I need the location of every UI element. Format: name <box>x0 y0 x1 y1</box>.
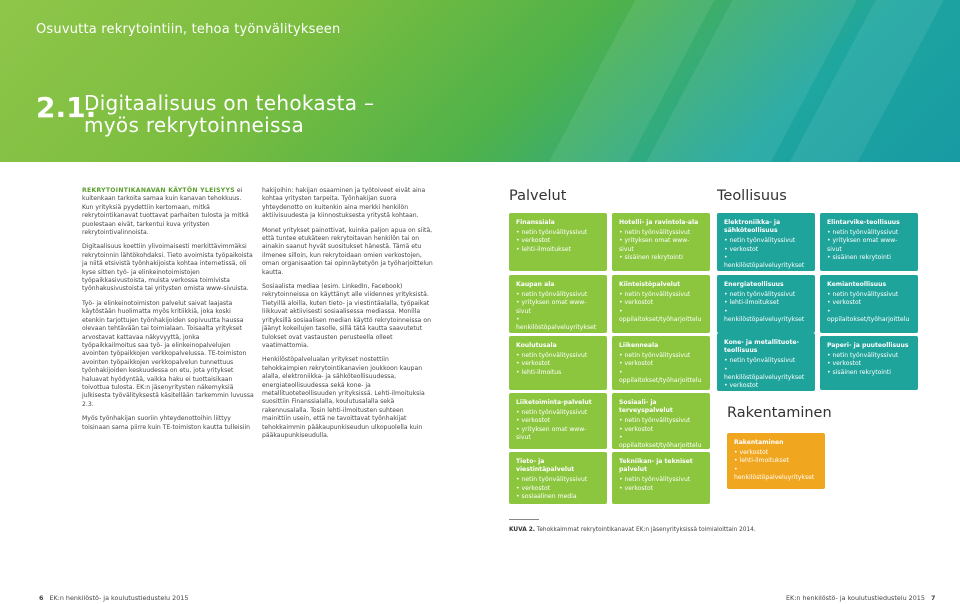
paragraph: Myös työnhakijan suoriin yhteydenottoihin liittyy toisinaan sama piirre kuin TE-toimiston kautta tulleisiin <box>82 415 251 431</box>
list-item: • henkilöstöpalveluyritykset <box>724 308 808 324</box>
card-title: Finanssiala <box>516 219 555 226</box>
list-item: • netin työnvälityssivut <box>619 291 703 299</box>
card-list <box>724 237 808 270</box>
sector-card-kone <box>717 333 815 391</box>
card-title: Tieto- ja viestintäpalvelut <box>516 458 575 474</box>
caption-divider <box>509 519 539 520</box>
sector-card-finanssiala <box>509 213 607 271</box>
list-item: • yrityksen omat www-sivut <box>516 299 600 315</box>
sector-card-tieto <box>509 452 607 504</box>
list-item: • verkostot <box>516 485 600 493</box>
list-item: • sisäinen rekrytointi <box>827 254 911 262</box>
text-column-2 <box>262 187 434 446</box>
sector-card-kemia <box>820 275 918 333</box>
card-title: Rakentaminen <box>734 439 784 446</box>
card-title: Kone- ja metallituote-teollisuus <box>724 339 800 355</box>
paragraph-kicker: REKRYTOINTIKANAVAN KÄYTÖN YLEISYYS <box>82 187 235 194</box>
list-item: • henkilöstöpalveluyritykset <box>516 316 600 332</box>
text-column-1 <box>82 187 254 438</box>
card-list <box>724 357 808 390</box>
section-title-rakentaminen: Rakentaminen <box>727 405 832 421</box>
figure-caption <box>509 527 756 533</box>
list-item: • verkostot <box>619 426 703 434</box>
publication-tagline: Osuvutta rekrytointiin, tehoa työnvälitykseen <box>36 22 341 37</box>
card-list <box>827 291 911 324</box>
list-item: • yrityksen omat www-sivut <box>619 237 703 253</box>
list-item: • oppilaitokset/työharjoittelu <box>827 308 911 324</box>
card-title: Koulutusala <box>516 342 557 349</box>
list-item: • netin työnvälityssivut <box>516 409 600 417</box>
chapter-heading-line2: myös rekrytoinneissa <box>84 113 305 137</box>
footer-right <box>786 594 935 602</box>
list-item: • netin työnvälityssivut <box>516 476 600 484</box>
card-list <box>516 476 600 501</box>
card-list <box>827 352 911 377</box>
card-list <box>619 291 703 324</box>
chapter-heading-line1: Digitaalisuus on tehokasta – <box>84 91 375 115</box>
caption-label: KUVA 2. <box>509 527 535 533</box>
list-item: • netin työnvälityssivut <box>516 291 600 299</box>
list-item: • yrityksen omat www-sivut <box>827 237 911 253</box>
list-item: • yrityksen omat www-sivut <box>516 426 600 442</box>
sector-card-liikenne <box>612 336 710 390</box>
footer-left-text: EK:n henkilöstö- ja koulutustiedustelu 2015 <box>49 594 189 602</box>
card-list <box>516 352 600 377</box>
card-title: Kaupan ala <box>516 281 555 288</box>
list-item: • netin työnvälityssivut <box>516 229 600 237</box>
list-item: • henkilöstöpalveluyritykset <box>734 466 818 482</box>
list-item: • netin työnvälityssivut <box>619 352 703 360</box>
list-item: • oppilaitokset/työharjoittelu <box>619 434 703 450</box>
list-item: • sisäinen rekrytointi <box>827 369 911 377</box>
sector-card-sosiaali <box>612 393 710 449</box>
list-item: • verkostot <box>619 299 703 307</box>
section-title-palvelut: Palvelut <box>509 188 567 204</box>
chapter-number: 2.1. <box>36 91 97 124</box>
card-title: Paperi- ja puuteollisuus <box>827 342 909 349</box>
sector-card-elektroniikka <box>717 213 815 271</box>
paragraph: Henkilöstöpalvelualan yritykset nostettiin tehokkaimpien rekrytointikanavien joukkoon kaupan alalla, elektroniikka- ja sähköteollisuudessa, energiateollisuudessa sekä kone- ja metallituoteteollisuuden yrityksissä. Lehti-ilmoituksia suosittiin Finanssialalla, koulutusalalla sekä rakennusalalla. Tosin lehti-ilmoitusten suhteen mainittiin usein, että ne tavoittavat työnhakijat tehokkaimmin pääkaupunkiseudun ulkopuolella kuin pääkaupunkiseudulla. <box>262 356 425 439</box>
list-item: • lehti-ilmoitukset <box>724 299 808 307</box>
caption-text: Tehokkaimmat rekrytointikanavat EK:n jäsenyrityksissä toimialoittain 2014. <box>534 527 756 533</box>
list-item: • verkostot <box>516 417 600 425</box>
sector-card-paperi <box>820 336 918 390</box>
paragraph: Monet yritykset painottivat, kuinka paljon apua on siitä, että tuntee etukäteen rekrytoitavan henkilön tai on ainakin saanut hyvät suositukset hänestä. Tämä etu ilmenee silloin, kun rekrytoidaan omien verkostojen, oman organisaation tai opinnäytetyön ja työharjoittelun kautta. <box>262 226 433 276</box>
list-item: • sisäinen rekrytointi <box>619 254 703 262</box>
list-item: • netin työnvälityssivut <box>619 476 703 484</box>
card-title: Elintarvike-teollisuus <box>827 219 900 226</box>
sector-card-energia <box>717 275 815 333</box>
sector-card-liiketoiminta <box>509 393 607 449</box>
card-title: Tekniikan- ja tekniset palvelut <box>619 458 693 474</box>
list-item: • henkilöstöpalveluyritykset <box>724 366 808 382</box>
header-banner <box>0 0 960 162</box>
card-list <box>619 417 703 450</box>
list-item: • verkostot <box>516 360 600 368</box>
footer-right-text: EK:n henkilöstö- ja koulutustiedustelu 2015 <box>786 594 925 602</box>
list-item: • netin työnvälityssivut <box>724 237 808 245</box>
sector-card-rakentaminen <box>727 433 825 489</box>
sector-card-kiinteisto <box>612 275 710 333</box>
page-number-right: 7 <box>930 594 936 602</box>
card-title: Kiinteistöpalvelut <box>619 281 681 288</box>
card-title: Energiateollisuus <box>724 281 784 288</box>
card-list <box>619 229 703 262</box>
list-item: • netin työnvälityssivut <box>724 291 808 299</box>
list-item: • oppilaitokset/työharjoittelu <box>619 308 703 324</box>
list-item: • oppilaitokset/työharjoittelu <box>619 369 703 385</box>
list-item: • verkostot <box>619 360 703 368</box>
card-title: Hotelli- ja ravintola-ala <box>619 219 699 226</box>
paragraph-text: ei kuitenkaan tarkoita samaa kuin kanavan tehokkuus. Kun yrityksiä pyydettiin kertomaan, mitkä rekrytointikanavat tuottavat parhaiten tulosta ja mitkä puolestaan eivät, tarkentui kuva yritysten rekrytointivalinnoista. <box>82 187 249 237</box>
card-list <box>734 449 818 482</box>
chapter-heading <box>84 92 374 136</box>
section-title-teollisuus: Teollisuus <box>717 188 787 204</box>
card-list <box>516 291 600 332</box>
list-item: • verkostot <box>516 237 600 245</box>
list-item: • lehti-ilmoitukset <box>516 246 600 254</box>
sector-card-kauppa <box>509 275 607 333</box>
paragraph: Digitaalisuus koettiin ylivoimaisesti merkittävimmäksi rekrytoinnin lähtökohdaksi. Tieto avoimista työpaikoista ja niitä etsivistä työnhakijoista kohtaa internetissä, oli kyse sitten työ- ja elinkeinotoimistojen työpaikkasivustoista, muista verkossa toimivista työnhakusivustoista tai yritysten omista www-sivuista. <box>82 243 253 293</box>
card-list <box>724 291 808 324</box>
list-item: • netin työnvälityssivut <box>827 352 911 360</box>
list-item: • netin työnvälityssivut <box>827 229 911 237</box>
list-item: • netin työnvälityssivut <box>724 357 808 365</box>
card-title: Liiketoiminta-palvelut <box>516 399 592 406</box>
list-item: • netin työnvälityssivut <box>619 229 703 237</box>
card-list <box>619 352 703 385</box>
list-item: • netin työnvälityssivut <box>516 352 600 360</box>
card-title: Liikenneala <box>619 342 659 349</box>
sector-card-koulutus <box>509 336 607 390</box>
paragraph <box>82 187 254 237</box>
card-list <box>619 476 703 492</box>
sector-card-hotelli <box>612 213 710 271</box>
paragraph: hakijoihin: hakijan osaaminen ja työtoiveet eivät aina kohtaa yritysten tarpeita. Työnhakijan suora yhteydenotto on kuitenkin aina merkki henkilön aktiivisuudesta ja kiinnostuksesta yritystä kohtaan. <box>262 187 426 220</box>
paragraph: Sosiaalista mediaa (esim. LinkedIn, Facebook) rekrytoinneissa on käyttänyt alle viidennes yrityksistä. Tietyillä aloilla, kuten tieto- ja viestintäalalla, työpaikat liikkuvat aktiivisesti sosiaalisessa mediassa. Monilla yrityksillä sosiaalisen median käyttö rekrytoinneissa on jäänyt kokeilujen tasolle, sillä tätä kautta saavutetut tulokset ovat vastausten perusteella olleet vaatimattomia. <box>262 283 431 349</box>
card-list <box>827 229 911 262</box>
list-item: • verkostot <box>827 299 911 307</box>
list-item: • sosiaalinen media <box>516 493 600 501</box>
list-item: • verkostot <box>724 382 808 390</box>
list-item: • netin työnvälityssivut <box>619 417 703 425</box>
list-item: • verkostot <box>619 485 703 493</box>
list-item: • henkilöstöpalveluyritykset <box>724 254 808 270</box>
list-item: • netin työnvälityssivut <box>827 291 911 299</box>
card-title: Elektroniikka- ja sähköteollisuus <box>724 219 781 235</box>
list-item: • verkostot <box>734 449 818 457</box>
card-list <box>516 229 600 254</box>
list-item: • verkostot <box>827 360 911 368</box>
list-item: • lehti-ilmoitukset <box>734 457 818 465</box>
sector-card-tekniset <box>612 452 710 504</box>
card-title: Sosiaali- ja terveyspalvelut <box>619 399 673 415</box>
list-item: • verkostot <box>724 246 808 254</box>
page-number-left: 6 <box>39 594 44 602</box>
card-title: Kemianteollisuus <box>827 281 887 288</box>
list-item: • lehti-ilmoitus <box>516 369 600 377</box>
sector-card-elintarvike <box>820 213 918 271</box>
footer-left <box>39 594 188 602</box>
card-list <box>516 409 600 442</box>
paragraph: Työ- ja elinkeinotoimiston palvelut saivat laajasta käytöstään huolimatta myös kritiikkiä, joka koski etenkin tarjottujen työnhakijoiden sopivuutta haussa olevaan tehtävään tai toimialaan. Toisaalta yritykset arvostavat kattavaa näkyvyyttä, jonka työpaikkailmoitus saa työ- ja elinkeinopalvelujen avointen työpaikkojen verkkopalvelussa. TE-toimiston avointen työpaikkojen verkkopalvelun tunnettuus työnhakijoiden keskuudessa on etu, jota yritykset haluavat hyödyntää, vaikka haku ei tuottaisikaan toivottua tulosta. EK:n jäsenyritysten näkemyksiä julkisesta työvälityksestä käsitellään tarkemmin luvussa 2.3. <box>82 299 254 408</box>
